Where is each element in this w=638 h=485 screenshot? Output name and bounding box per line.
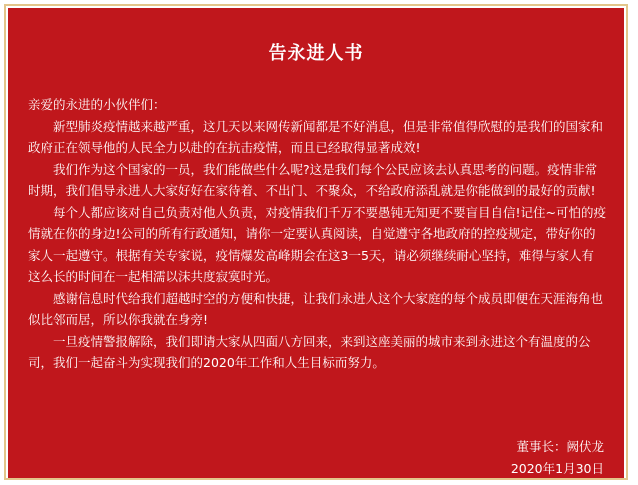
letter-greeting: 亲爱的永进的小伙伴们： <box>28 97 166 112</box>
letter-body <box>28 94 606 374</box>
letter-paragraph-1: 新型肺炎疫情越来越严重，这几天以来网传新闻都是不好消息，但是非常值得欣慰的是我们的国家和政府正在领导他的人民全力以赴的在抗击疫情，而且已经取得显著成效! <box>28 118 604 155</box>
letter-paragraph-3: 每个人都应该对自己负责对他人负责，对疫情我们千万不要愚钝无知更不要盲目自信!记住~可怕的疫情就在你的身边!公司的所有行政通知，请你一定要认真阅读，自觉遵守各地政府的控疫规定，带好你的家人一起遵守。根据有关专家说，疫情爆发高峰期会在这3一5天，请必须继续耐心坚持，难得与家人有这么长的时间在一起相濡以沫共度寂寞时光。 <box>28 204 606 284</box>
letter-paragraph-5: 一旦疫情警报解除，我们即请大家从四面八方回来，来到这座美丽的城市来到永进这个有温度的公司，我们一起奋斗为实现我们的2020年工作和人生目标而努力。 <box>28 333 591 370</box>
letter-date: 2020年1月30日 <box>510 461 604 476</box>
letter-paragraph-4: 感谢信息时代给我们超越时空的方便和快捷，让我们永进人这个大家庭的每个成员即便在天涯海角也似比邻而居，所以你我就在身旁! <box>28 290 604 327</box>
letter-card <box>8 8 624 478</box>
letter-title: 告永进人书 <box>268 43 364 64</box>
letter-signature: 董事长：阙伏龙 <box>516 439 604 454</box>
letter-paragraph-2: 我们作为这个国家的一员，我们能做些什么呢?这是我们每个公民应该去认真思考的问题。疫情非常时期，我们倡导永进人大家好好在家待着、不出门、不聚众，不给政府添乱就是你能做到的最好的贡献! <box>28 161 598 198</box>
letter-signature-block <box>511 436 604 478</box>
